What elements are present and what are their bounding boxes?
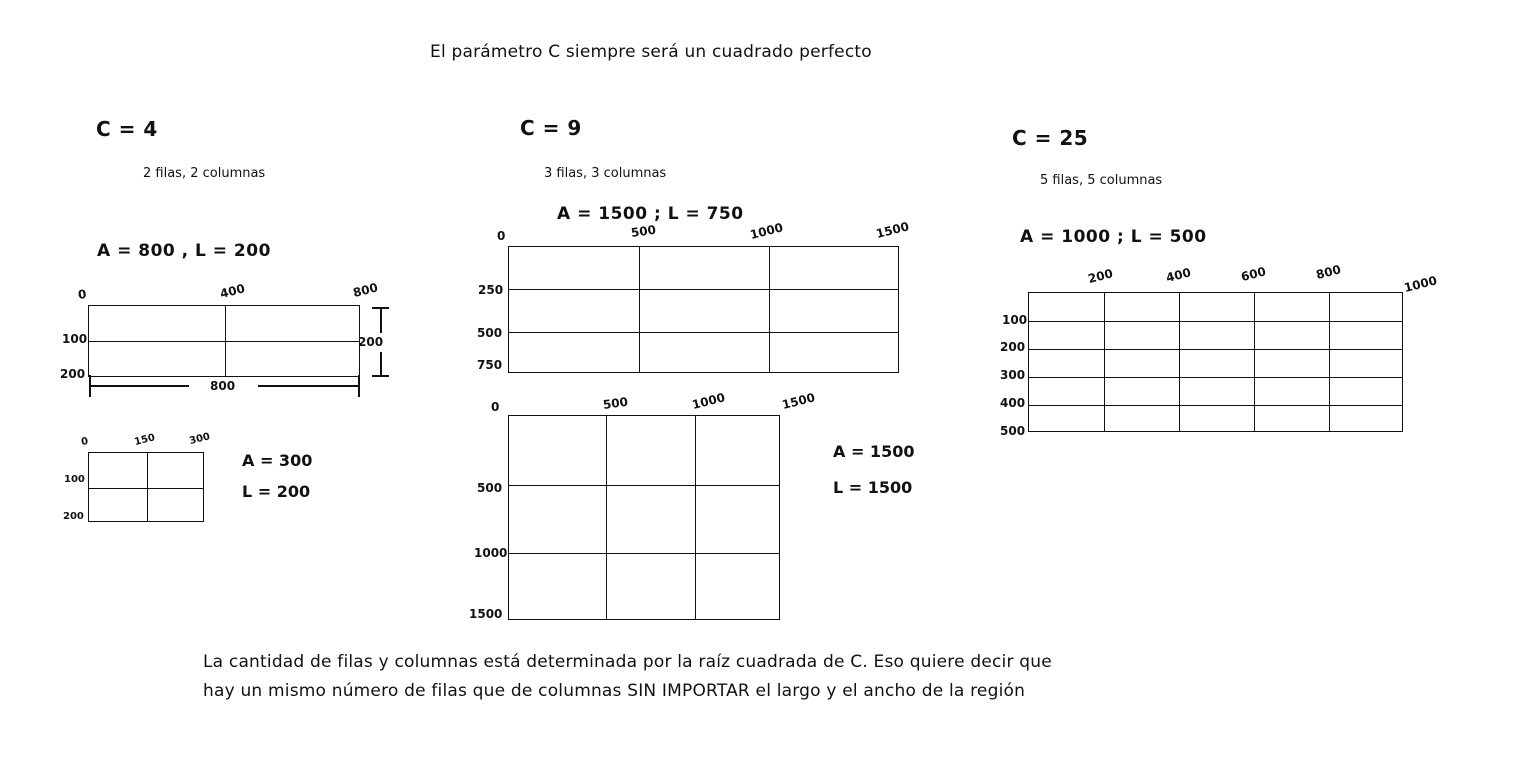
xtick-c9-ex1-2: 1000 xyxy=(748,220,785,242)
grid-c9-ex2 xyxy=(508,415,780,620)
section-header-c9: C = 9 xyxy=(520,116,582,140)
formula-a-c4-ex2: A = 300 xyxy=(242,451,313,470)
xtick-c9-ex1-0: 0 xyxy=(497,229,506,243)
xtick-c4-ex2-1: 150 xyxy=(133,432,157,448)
grid-line-h xyxy=(509,289,898,290)
grid-line-v xyxy=(1329,293,1330,431)
ytick-c9-ex1-2: 500 xyxy=(477,326,503,340)
dim-arrow-up xyxy=(380,307,382,333)
grid-line-v xyxy=(639,247,640,372)
formula-c4-ex1: A = 800 , L = 200 xyxy=(97,241,271,261)
xtick-c25-4: 1000 xyxy=(1402,273,1439,295)
grid-line-h xyxy=(1029,321,1402,322)
grid-line-v xyxy=(1179,293,1180,431)
ytick-c25-0: 100 xyxy=(1002,313,1028,327)
formula-l-c9-ex2: L = 1500 xyxy=(833,478,913,497)
section-header-c4: C = 4 xyxy=(96,117,158,141)
ytick-c9-ex2-1: 500 xyxy=(477,481,503,495)
grid-line-h xyxy=(509,485,779,486)
grid-c4-ex1 xyxy=(88,305,360,377)
grid-c9-ex1 xyxy=(508,246,899,373)
ytick-c4-ex1-0: 100 xyxy=(62,332,88,346)
dim-bar-left xyxy=(89,385,189,387)
grid-c25-ex1 xyxy=(1028,292,1403,432)
ytick-c25-2: 300 xyxy=(1000,368,1026,382)
xtick-c9-ex2-3: 1500 xyxy=(780,390,817,412)
dim-bar-right xyxy=(258,385,360,387)
page-title: El parámetro C siempre será un cuadrado perfecto xyxy=(430,42,872,62)
dim-width-label-c4: 800 xyxy=(210,379,236,393)
caption-line-2: hay un mismo número de filas que de columnas SIN IMPORTAR el largo y el ancho de la región xyxy=(203,681,1026,701)
xtick-c25-0: 200 xyxy=(1086,266,1115,286)
section-sub-c25: 5 filas, 5 columnas xyxy=(1040,173,1163,188)
xtick-c4-ex1-2: 800 xyxy=(351,280,380,300)
xtick-c4-ex1-0: 0 xyxy=(77,286,88,302)
xtick-c25-2: 600 xyxy=(1239,264,1268,284)
grid-line-h xyxy=(89,341,359,342)
dim-cap-bottom xyxy=(372,375,389,377)
xtick-c9-ex2-2: 1000 xyxy=(690,390,727,412)
grid-line-h xyxy=(89,488,203,489)
xtick-c4-ex2-0: 0 xyxy=(80,436,89,448)
formula-c25-ex1: A = 1000 ; L = 500 xyxy=(1020,227,1207,247)
grid-line-h xyxy=(1029,377,1402,378)
grid-c4-ex2 xyxy=(88,452,204,522)
dim-cap-right xyxy=(358,375,360,397)
xtick-c25-3: 800 xyxy=(1314,262,1343,282)
xtick-c4-ex2-2: 300 xyxy=(188,431,212,447)
grid-line-h xyxy=(509,553,779,554)
grid-line-h xyxy=(1029,405,1402,406)
dim-arrow-down xyxy=(380,352,382,376)
grid-line-h xyxy=(1029,349,1402,350)
grid-line-v xyxy=(606,416,607,619)
xtick-c9-ex1-1: 500 xyxy=(630,222,657,240)
ytick-c9-ex2-3: 1500 xyxy=(469,607,503,621)
ytick-c9-ex1-1: 250 xyxy=(478,283,504,297)
section-sub-c4: 2 filas, 2 columnas xyxy=(143,166,266,181)
grid-line-v xyxy=(1254,293,1255,431)
ytick-c25-1: 200 xyxy=(1000,340,1026,354)
grid-line-v xyxy=(695,416,696,619)
formula-c9-ex1: A = 1500 ; L = 750 xyxy=(557,204,744,224)
ytick-c4-ex1-1: 200 xyxy=(60,367,86,381)
grid-line-h xyxy=(509,332,898,333)
dim-height-label-c4: 200 xyxy=(358,335,384,349)
ytick-c9-ex2-2: 1000 xyxy=(474,546,508,560)
formula-a-c9-ex2: A = 1500 xyxy=(833,442,915,461)
xtick-c25-1: 400 xyxy=(1164,265,1193,285)
ytick-c25-3: 400 xyxy=(1000,396,1026,410)
ytick-c4-ex2-0: 100 xyxy=(64,474,85,485)
xtick-c9-ex2-1: 500 xyxy=(602,394,629,412)
grid-line-v xyxy=(769,247,770,372)
section-header-c25: C = 25 xyxy=(1012,126,1089,150)
xtick-c9-ex2-0: 0 xyxy=(491,400,500,414)
caption-line-1: La cantidad de filas y columnas está determinada por la raíz cuadrada de C. Eso quiere decir que xyxy=(203,652,1052,672)
xtick-c9-ex1-3: 1500 xyxy=(874,219,911,241)
xtick-c4-ex1-1: 400 xyxy=(218,281,247,301)
ytick-c25-4: 500 xyxy=(1000,424,1026,438)
grid-line-v xyxy=(147,453,148,521)
section-sub-c9: 3 filas, 3 columnas xyxy=(544,166,667,181)
formula-l-c4-ex2: L = 200 xyxy=(242,482,311,501)
ytick-c4-ex2-1: 200 xyxy=(63,511,84,522)
ytick-c9-ex1-3: 750 xyxy=(477,358,503,372)
grid-line-v xyxy=(225,306,226,376)
grid-line-v xyxy=(1104,293,1105,431)
